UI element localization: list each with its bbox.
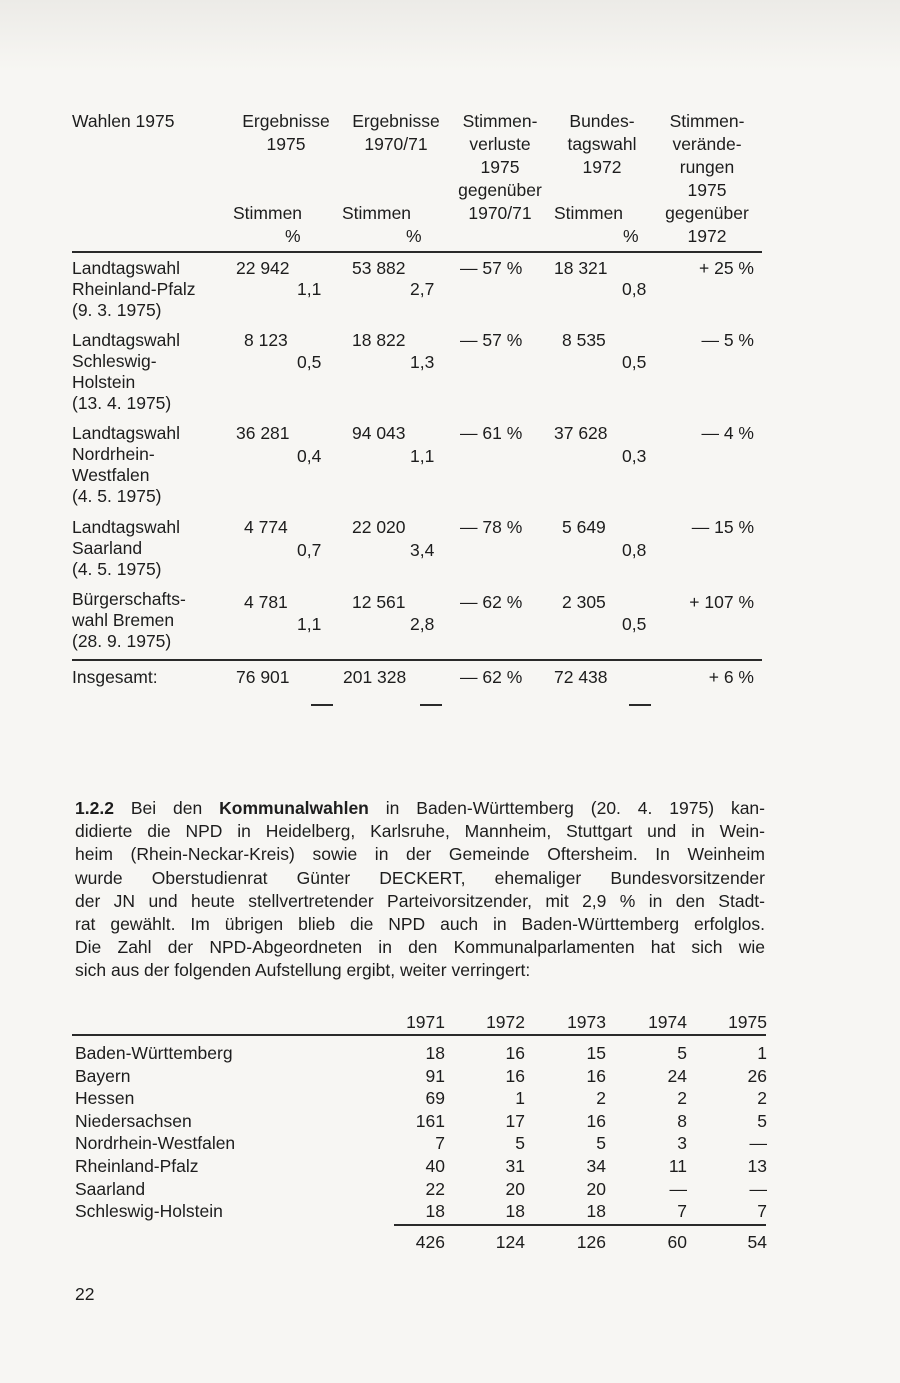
cell-votes-1972: 5 649	[562, 517, 606, 537]
cell-votes-1975: 36 281	[236, 423, 290, 443]
total-votes-1975: 76 901	[236, 667, 290, 687]
cell-votes-1972: 8 535	[562, 330, 606, 350]
paragraph-line: sich aus der folgenden Aufstellung ergibt, weiter verringert:	[75, 960, 531, 981]
cell-pct-1972: 0,5	[622, 352, 647, 372]
cell-votes-1970: 94 043	[352, 423, 406, 443]
column-1971: 18 91 69 161 7 40 22 18	[415, 1043, 445, 1222]
cell-pct-1975: 0,4	[297, 446, 322, 466]
cell-pct-1970: 2,7	[410, 279, 435, 299]
paragraph-line: heim (Rhein-Neckar-Kreis) sowie in der Gemeinde Oftersheim. In Weinheim	[75, 844, 765, 865]
header-col2: Ergebnisse 1970/71	[352, 111, 440, 154]
year-header: 1972	[486, 1012, 525, 1032]
column-1975: 1 26 2 5 — 13 — 7	[747, 1043, 767, 1222]
paragraph-line: der JN und heute stellvertretender Parteivorsitzender, mit 2,9 % in den Stadt-	[75, 890, 765, 911]
cell-pct-1972: 0,8	[622, 540, 647, 560]
cell-votes-1975: 4 781	[244, 592, 288, 612]
paragraph-line: wurde Oberstudienrat Günter DECKERT, ehemaliger Bundesvorsitzender	[75, 867, 765, 888]
cell-loss: — 57 %	[460, 330, 523, 350]
total-votes-1972: 72 438	[554, 667, 608, 687]
column-1972: 16 16 1 17 5 31 20 18	[505, 1043, 525, 1222]
row-bremen-label: Bürgerschafts- wahl Bremen (28. 9. 1975)	[72, 589, 186, 651]
row-saarland-label: Landtagswahl Saarland (4. 5. 1975)	[72, 517, 180, 579]
state-column: Baden-Württemberg Bayern Hessen Niedersachsen Nordrhein-Westfalen Rheinland-Pfalz Saarland Schleswig-Holstein	[75, 1043, 236, 1222]
paragraph-line: 1.2.2 Bei den Kommunalwahlen in Baden-Württemberg (20. 4. 1975) kan-	[75, 798, 765, 818]
cell-change: — 15 %	[691, 517, 754, 537]
cell-pct-1970: 1,3	[410, 352, 435, 372]
total-change: + 6 %	[708, 667, 754, 687]
sum-rule	[394, 1224, 766, 1226]
header-col1: Ergebnisse 1975	[242, 111, 330, 154]
header-rule	[72, 251, 762, 253]
total-label: Insgesamt:	[72, 667, 158, 687]
paragraph-line: rat gewählt. Im übrigen blieb die NPD auch in Baden-Württemberg erfolglos.	[75, 914, 765, 935]
bold-term: Kommunalwahlen	[219, 798, 369, 818]
header-wahlen-1975: Wahlen 1975	[72, 111, 175, 131]
cell-change: + 25 %	[699, 258, 754, 278]
header-col5: Stimmen- verände- rungen 1975 gegenüber 1972	[665, 111, 749, 246]
cell-pct-1975: 1,1	[297, 614, 322, 634]
total-cell: 124	[495, 1232, 525, 1252]
cell-votes-1972: 18 321	[554, 258, 608, 278]
header-rule	[72, 1034, 766, 1036]
row-nordrhein-westfalen-label: Landtagswahl Nordrhein- Westfalen (4. 5. 1975)	[72, 423, 180, 506]
cell-loss: — 78 %	[460, 517, 523, 537]
header-col4-percent: %	[623, 226, 639, 246]
total-dash	[629, 704, 651, 706]
column-1973: 15 16 2 16 5 34 20 18	[586, 1043, 606, 1222]
cell-change: — 4 %	[701, 423, 754, 443]
year-header: 1971	[406, 1012, 445, 1032]
cell-pct-1970: 1,1	[410, 446, 435, 466]
cell-votes-1970: 18 822	[352, 330, 406, 350]
cell-votes-1972: 2 305	[562, 592, 606, 612]
section-paragraph	[75, 797, 765, 983]
page-top-shading	[0, 0, 900, 70]
total-cell: 60	[667, 1232, 687, 1252]
total-cell: 426	[415, 1232, 445, 1252]
cell-votes-1970: 53 882	[352, 258, 406, 278]
total-votes-1970: 201 328	[343, 667, 407, 687]
paragraph-line: didierte die NPD in Heidelberg, Karlsruhe, Mannheim, Stuttgart und in Wein-	[75, 821, 765, 842]
cell-votes-1970: 22 020	[352, 517, 406, 537]
cell-votes-1970: 12 561	[352, 592, 406, 612]
cell-loss: — 62 %	[460, 592, 523, 612]
year-header: 1974	[648, 1012, 687, 1032]
page-number: 22	[75, 1284, 95, 1304]
cell-pct-1972: 0,3	[622, 446, 647, 466]
header-col2-percent: %	[406, 226, 422, 246]
total-dash	[420, 704, 442, 706]
row-schleswig-holstein-label: Landtagswahl Schleswig- Holstein (13. 4. 1975)	[72, 330, 180, 413]
total-cell: 126	[576, 1232, 606, 1252]
cell-loss: — 61 %	[460, 423, 523, 443]
header-col4-stimmen: Stimmen	[554, 203, 624, 223]
cell-pct-1972: 0,5	[622, 614, 647, 634]
total-dash	[311, 704, 333, 706]
cell-pct-1975: 1,1	[297, 279, 322, 299]
cell-pct-1975: 0,5	[297, 352, 322, 372]
cell-change: + 107 %	[689, 592, 754, 612]
cell-votes-1975: 4 774	[244, 517, 288, 537]
cell-loss: — 57 %	[460, 258, 523, 278]
cell-votes-1972: 37 628	[554, 423, 608, 443]
total-loss: — 62 %	[460, 667, 523, 687]
cell-change: — 5 %	[701, 330, 754, 350]
year-header: 1975	[728, 1012, 767, 1032]
header-col3: Stimmen- verluste 1975 gegenüber 1970/71	[458, 111, 542, 223]
cell-pct-1970: 2,8	[410, 614, 435, 634]
header-col1-percent: %	[285, 226, 301, 246]
paragraph-line: Die Zahl der NPD-Abgeordneten in den Kommunalparlamenten hat sich wie	[75, 937, 765, 958]
total-cell: 54	[747, 1232, 767, 1252]
cell-pct-1975: 0,7	[297, 540, 322, 560]
column-1974: 5 24 2 8 3 11 — 7	[667, 1043, 687, 1222]
section-number: 1.2.2	[75, 798, 114, 818]
header-col4: Bundes- tagswahl 1972	[567, 111, 637, 177]
cell-pct-1970: 3,4	[410, 540, 435, 560]
cell-pct-1972: 0,8	[622, 279, 647, 299]
cell-votes-1975: 8 123	[244, 330, 288, 350]
total-rule	[72, 659, 762, 661]
header-col1-stimmen: Stimmen	[233, 203, 303, 223]
year-header: 1973	[567, 1012, 606, 1032]
header-col2-stimmen: Stimmen	[342, 203, 412, 223]
row-rheinland-pfalz-label: Landtagswahl Rheinland-Pfalz (9. 3. 1975)	[72, 258, 196, 320]
cell-votes-1975: 22 942	[236, 258, 290, 278]
